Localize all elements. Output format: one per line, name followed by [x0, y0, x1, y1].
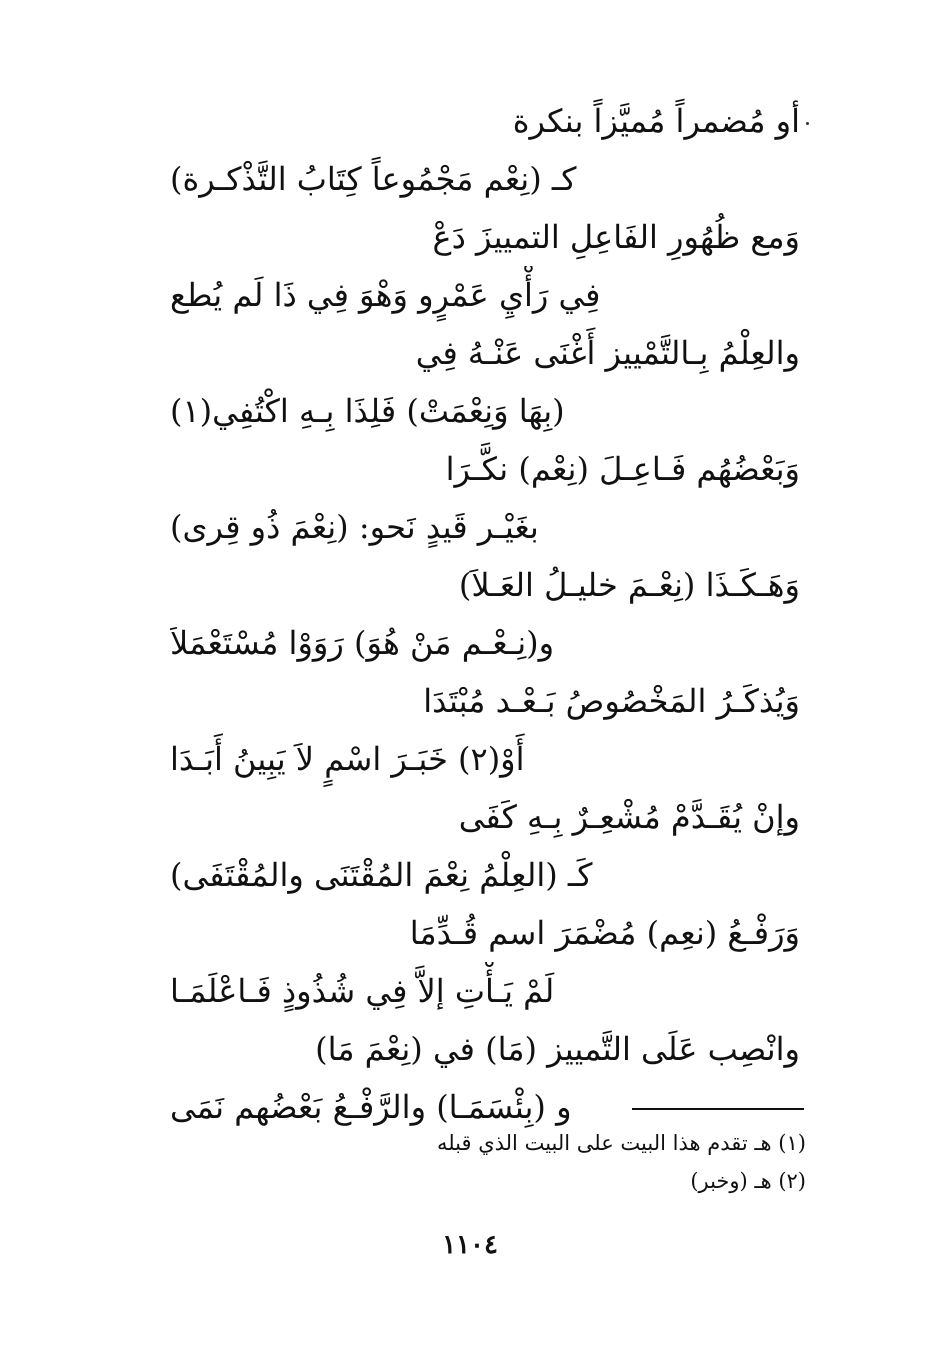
verse-line: والعِلْمُ بِـالتَّمْييز أَغْنَى عَنْـهُ فِي [415, 334, 800, 372]
poem-verses [170, 92, 810, 1136]
verse-line: وَمع ظُهُورِ الفَاعِلِ التمييزَ دَعْ [432, 218, 800, 256]
verse-line: أَوْ(٢) خَبَـرَ اسْمٍ لاَ يَبِينُ أَبَـدَا [170, 740, 525, 778]
verse-line: وانْصِب عَلَى التَّمييز (مَا) في (نِعْمَ مَا) [315, 1030, 800, 1068]
footnote-2: (٢) هـ (وخبر) [690, 1169, 806, 1193]
footnotes [300, 1124, 806, 1200]
verse-line: (بِهَا وَنِعْمَتْ) فَلِذَا بِـهِ اكْتُفِي(١) [170, 392, 565, 430]
verse-line: وَهَـكَـذَا (نِعْـمَ خليـلُ العَـلاَ) [458, 566, 800, 604]
verse-line: وَبَعْضُهُم فَـاعِـلَ (نِعْم) نكَّـرَا [445, 450, 800, 488]
verse-line: وإنْ يُقَـدَّمْ مُشْعِـرٌ بِـهِ كَفَى [458, 798, 800, 836]
verse-line: أو مُضمراً مُميَّزاً بنكرة [512, 102, 800, 140]
verse-line: كـ (نِعْم مَجْمُوعاً كِتَابُ التَّذْكـرة) [170, 160, 577, 198]
verse-line: بغَيْـر قَيدٍ نَحو: (نِعْمَ ذُو قِرى) [170, 508, 539, 546]
footnote-1: (١) هـ تقدم هذا البيت على البيت الذي قبله [436, 1131, 806, 1155]
verse-line: و(نِـعْـم مَنْ هُوَ) رَوَوْا مُسْتَعْمَلاَ [170, 624, 555, 662]
page-number: ١١٠٤ [442, 1230, 498, 1260]
footnote-separator [632, 1108, 804, 1110]
verse-line: لَمْ يَـأْتِ إلاَّ فِي شُذُوذٍ فَـاعْلَمَـا [170, 972, 555, 1010]
verse-line: و (بِئْسَمَـا) والرَّفْـعُ بَعْضُهم نَمَى [170, 1088, 572, 1126]
verse-line: وَيُذكَـرُ المَخْصُوصُ بَـعْـد مُبْتَدَا [423, 682, 800, 720]
verse-line: كَـ (العِلْمُ نِعْمَ المُقْتَنَى والمُقْتَفَى) [170, 856, 593, 894]
verse-line: وَرَفْـعُ (نعِم) مُضْمَرَ اسم قُـدِّمَا [409, 914, 800, 952]
verse-line: فِي رَأْيِ عَمْرٍو وَهْوَ فِي ذَا لَم يُطع [170, 276, 601, 314]
